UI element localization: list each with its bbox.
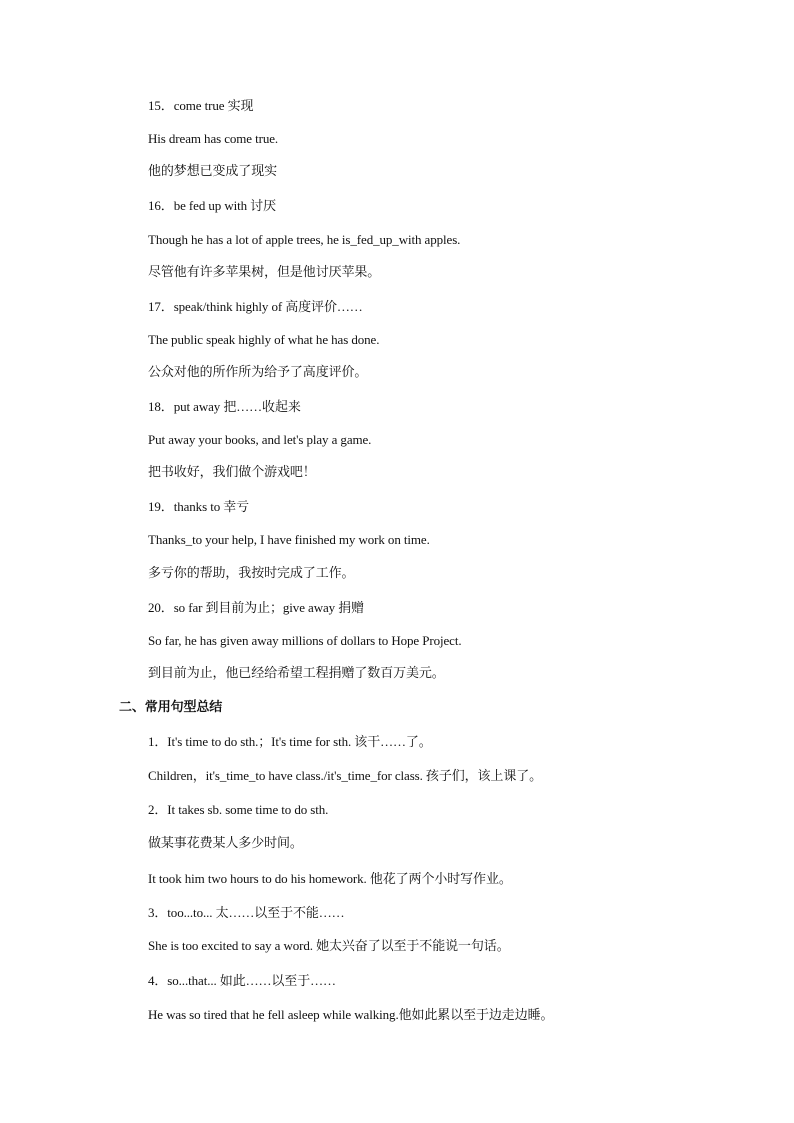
item-17-example-en: The public speak highly of what he has done. (148, 332, 380, 347)
item-19-heading: 19．thanks to 幸亏 (148, 499, 250, 514)
item-16-heading: 16．be fed up with 讨厌 (148, 198, 276, 213)
item-18-example-cn: 把书收好，我们做个游戏吧！ (148, 465, 316, 480)
item-16-example-cn: 尽管他有许多苹果树，但是他讨厌苹果。 (148, 265, 381, 280)
item-15-example-en: His dream has come true. (148, 131, 279, 146)
pattern-4-example: He was so tired that he fell asleep while walking.他如此累以至于边走边睡。 (148, 1007, 554, 1022)
item-18-example-en: Put away your books, and let's play a game. (148, 432, 372, 447)
pattern-1-example: Children，it's_time_to have class./it's_time_for class. 孩子们，该上课了。 (148, 768, 543, 783)
item-17-example-cn: 公众对他的所作所为给予了高度评价。 (148, 365, 368, 380)
pattern-2-example: It took him two hours to do his homework. 他花了两个小时写作业。 (148, 871, 512, 886)
item-19-example-cn: 多亏你的帮助，我按时完成了工作。 (148, 566, 355, 581)
pattern-4-heading: 4．so...that... 如此……以至于…… (148, 973, 336, 988)
item-15-example-cn: 他的梦想已变成了现实 (148, 164, 278, 179)
item-19-example-en: Thanks_to your help, I have finished my work on time. (148, 532, 430, 547)
item-18-heading: 18．put away 把……收起来 (148, 399, 301, 414)
pattern-3-heading: 3．too...to... 太……以至于不能…… (148, 905, 345, 920)
pattern-2-heading: 2．It takes sb. some time to do sth. (148, 802, 329, 817)
section-heading-sentence-patterns: 二、常用句型总结 (119, 700, 223, 715)
pattern-1-heading: 1．It's time to do sth.；It's time for sth. 该干……了。 (148, 734, 432, 749)
item-20-heading: 20．so far 到目前为止；give away 捐赠 (148, 600, 364, 615)
pattern-3-example: She is too excited to say a word. 她太兴奋了以至于不能说一句话。 (148, 938, 510, 953)
item-20-example-en: So far, he has given away millions of dollars to Hope Project. (148, 633, 462, 648)
item-17-heading: 17．speak/think highly of 高度评价…… (148, 299, 363, 314)
item-16-example-en: Though he has a lot of apple trees, he is_fed_up_with apples. (148, 232, 461, 247)
item-20-example-cn: 到目前为止，他已经给希望工程捐赠了数百万美元。 (148, 666, 445, 681)
pattern-2-meaning: 做某事花费某人多少时间。 (148, 836, 303, 851)
item-15-heading: 15．come true 实现 (148, 98, 254, 113)
